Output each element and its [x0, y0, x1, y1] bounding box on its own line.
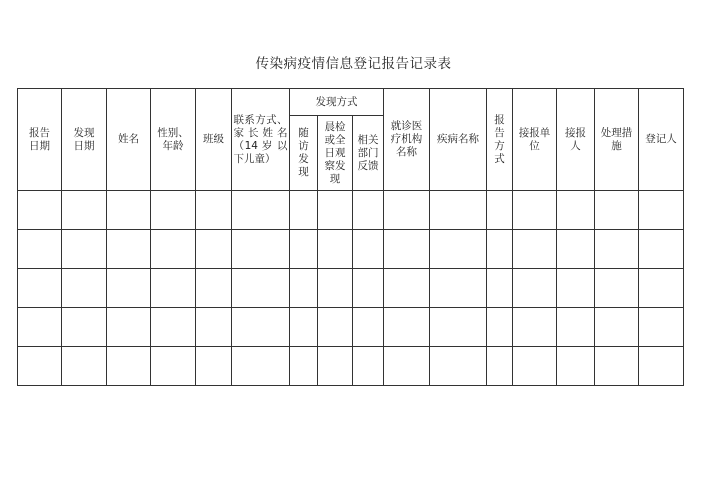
table-body [18, 191, 684, 386]
table-row [18, 308, 684, 347]
table-cell[interactable] [62, 347, 107, 386]
header-measures: 处理措施 [595, 89, 639, 191]
table-cell[interactable] [290, 308, 318, 347]
table-cell[interactable] [487, 347, 513, 386]
table-cell[interactable] [595, 269, 639, 308]
table-cell[interactable] [513, 347, 557, 386]
table-cell[interactable] [557, 347, 595, 386]
table-cell[interactable] [513, 230, 557, 269]
table-cell[interactable] [196, 269, 232, 308]
table-cell[interactable] [151, 269, 196, 308]
header-contact-parent: 联系方式、家长姓名（14 岁 以下儿童） [232, 89, 290, 191]
table-cell[interactable] [196, 230, 232, 269]
subheader-dept-feedback: 相关部门反馈 [353, 116, 384, 191]
table-cell[interactable] [639, 269, 684, 308]
table-cell[interactable] [353, 269, 384, 308]
table-row [18, 269, 684, 308]
table-row [18, 230, 684, 269]
table-cell[interactable] [487, 230, 513, 269]
table-cell[interactable] [353, 191, 384, 230]
table-cell[interactable] [62, 269, 107, 308]
table-cell[interactable] [232, 230, 290, 269]
subheader-morning-check: 晨检或全日观察发现 [318, 116, 353, 191]
table-cell[interactable] [196, 308, 232, 347]
table-cell[interactable] [151, 308, 196, 347]
table-cell[interactable] [18, 269, 62, 308]
table-cell[interactable] [290, 191, 318, 230]
table-cell[interactable] [639, 230, 684, 269]
table-cell[interactable] [107, 230, 151, 269]
table-cell[interactable] [557, 308, 595, 347]
table-cell[interactable] [384, 347, 430, 386]
table-cell[interactable] [62, 308, 107, 347]
table-cell[interactable] [290, 269, 318, 308]
table-cell[interactable] [430, 308, 487, 347]
table-row [18, 191, 684, 230]
table-cell[interactable] [639, 308, 684, 347]
table-cell[interactable] [62, 230, 107, 269]
header-receiving-unit: 接报单位 [513, 89, 557, 191]
table-cell[interactable] [107, 191, 151, 230]
table-cell[interactable] [107, 308, 151, 347]
table-cell[interactable] [151, 191, 196, 230]
table-cell[interactable] [18, 191, 62, 230]
table-cell[interactable] [639, 347, 684, 386]
table-cell[interactable] [595, 230, 639, 269]
table-cell[interactable] [595, 308, 639, 347]
table-cell[interactable] [232, 308, 290, 347]
table-row [18, 347, 684, 386]
subheader-followup: 随访发现 [290, 116, 318, 191]
table-cell[interactable] [639, 191, 684, 230]
table-cell[interactable] [353, 308, 384, 347]
header-receiver: 接报人 [557, 89, 595, 191]
table-cell[interactable] [487, 269, 513, 308]
table-cell[interactable] [487, 308, 513, 347]
table-cell[interactable] [353, 347, 384, 386]
table-cell[interactable] [232, 191, 290, 230]
table-cell[interactable] [18, 347, 62, 386]
table-cell[interactable] [384, 308, 430, 347]
table-cell[interactable] [62, 191, 107, 230]
table-cell[interactable] [384, 230, 430, 269]
table-cell[interactable] [318, 230, 353, 269]
table-cell[interactable] [318, 269, 353, 308]
header-sex-age: 性别、年龄 [151, 89, 196, 191]
table-cell[interactable] [513, 269, 557, 308]
header-name: 姓名 [107, 89, 151, 191]
table-cell[interactable] [107, 269, 151, 308]
header-discovery-method: 发现方式 [290, 89, 384, 116]
table-cell[interactable] [430, 269, 487, 308]
header-disease: 疾病名称 [430, 89, 487, 191]
table-cell[interactable] [513, 308, 557, 347]
table-cell[interactable] [318, 191, 353, 230]
table-cell[interactable] [557, 191, 595, 230]
table-cell[interactable] [430, 230, 487, 269]
header-report-method: 报告方式 [487, 89, 513, 191]
table-cell[interactable] [557, 269, 595, 308]
header-discovery-date: 发现日期 [62, 89, 107, 191]
table-cell[interactable] [151, 347, 196, 386]
table-cell[interactable] [151, 230, 196, 269]
table-cell[interactable] [18, 230, 62, 269]
header-registrar: 登记人 [639, 89, 684, 191]
table-cell[interactable] [353, 230, 384, 269]
table-cell[interactable] [318, 347, 353, 386]
table-cell[interactable] [232, 347, 290, 386]
header-class: 班级 [196, 89, 232, 191]
table-cell[interactable] [557, 230, 595, 269]
header-hospital: 就诊医疗机构名称 [384, 89, 430, 191]
table-cell[interactable] [430, 347, 487, 386]
table-cell[interactable] [290, 230, 318, 269]
table-cell[interactable] [318, 308, 353, 347]
table-cell[interactable] [430, 191, 487, 230]
register-table [17, 88, 684, 386]
table-cell[interactable] [196, 191, 232, 230]
table-cell[interactable] [290, 347, 318, 386]
table-cell[interactable] [384, 191, 430, 230]
header-row [18, 89, 684, 116]
table-cell[interactable] [595, 347, 639, 386]
table-cell[interactable] [18, 308, 62, 347]
table-cell[interactable] [232, 269, 290, 308]
page-title: 传染病疫情信息登记报告记录表 [255, 56, 452, 72]
header-report-date: 报告日期 [18, 89, 62, 191]
table-cell[interactable] [196, 347, 232, 386]
table-cell[interactable] [107, 347, 151, 386]
table-cell[interactable] [384, 269, 430, 308]
table-cell[interactable] [487, 191, 513, 230]
table-cell[interactable] [595, 191, 639, 230]
table-cell[interactable] [513, 191, 557, 230]
